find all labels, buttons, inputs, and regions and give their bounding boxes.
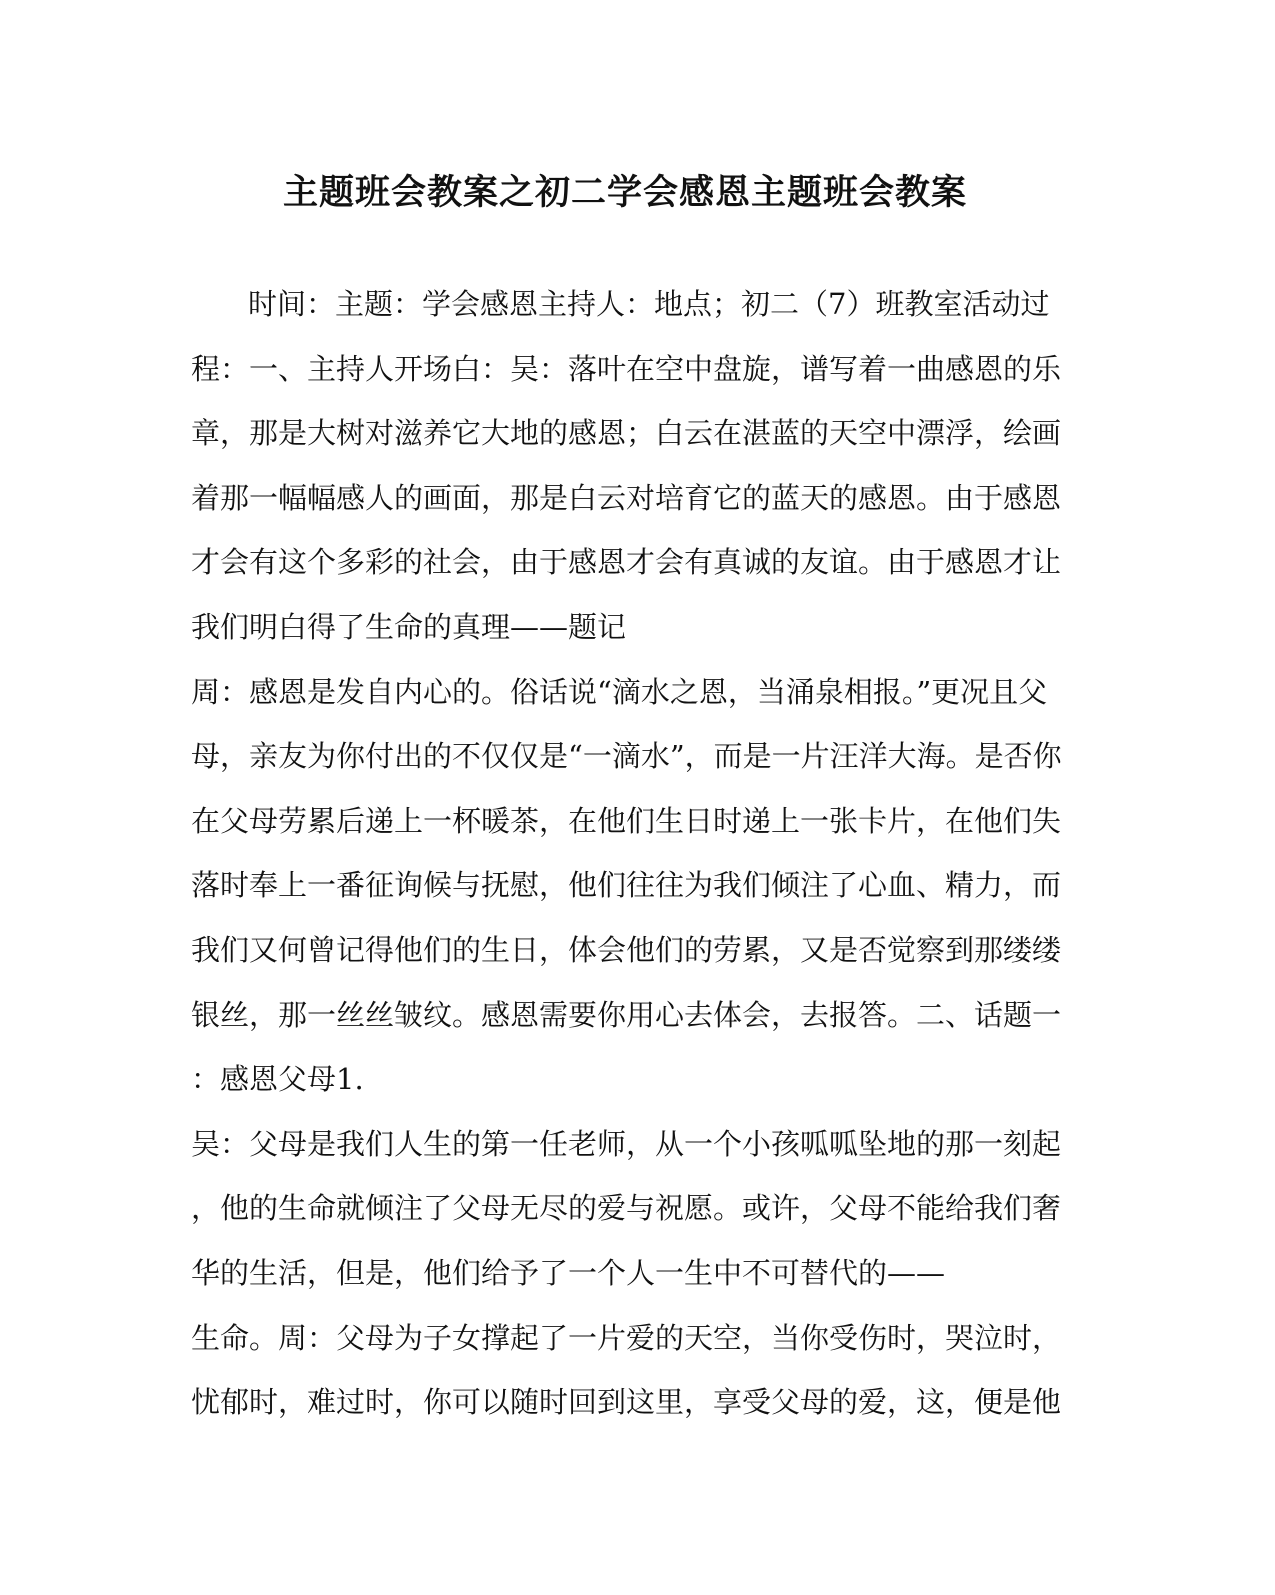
document-body	[191, 272, 1062, 1435]
text-line: 我们又何曾记得他们的生日，体会他们的劳累，又是否觉察到那缕缕	[191, 932, 1062, 967]
text-line: 母，亲友为你付出的不仅仅是“一滴水”，而是一片汪洋大海。是否你	[191, 739, 1062, 774]
text-line: 银丝，那一丝丝皱纹。感恩需要你用心去体会，去报答。二、话题一	[191, 997, 1062, 1032]
text-line: 着那一幅幅感人的画面，那是白云对培育它的蓝天的感恩。由于感恩	[191, 480, 1062, 515]
text-line: 章，那是大树对滋养它大地的感恩；白云在湛蓝的天空中漂浮，绘画	[191, 416, 1062, 451]
text-line: 程：一、主持人开场白：吴：落叶在空中盘旋，谱写着一曲感恩的乐	[191, 351, 1062, 386]
text-line: 才会有这个多彩的社会，由于感恩才会有真诚的友谊。由于感恩才让	[191, 545, 1062, 580]
text-line: ，他的生命就倾注了父母无尽的爱与祝愿。或许，父母不能给我们奢	[191, 1191, 1062, 1226]
text-line: 落时奉上一番征询候与抚慰，他们往往为我们倾注了心血、精力，而	[191, 868, 1062, 903]
text-line: 在父母劳累后递上一杯暖茶，在他们生日时递上一张卡片，在他们失	[191, 803, 1062, 838]
document-title: 主题班会教案之初二学会感恩主题班会教案	[282, 172, 967, 213]
text-line: 我们明白得了生命的真理——题记	[191, 609, 627, 644]
text-line: 周：感恩是发自内心的。俗话说“滴水之恩，当涌泉相报。”更况且父	[191, 674, 1048, 709]
text-line: ：感恩父母1.	[191, 1062, 364, 1097]
text-line: 吴：父母是我们人生的第一任老师，从一个小孩呱呱坠地的那一刻起	[191, 1126, 1062, 1161]
text-line: 时间：主题：学会感恩主持人：地点；初二（7）班教室活动过	[248, 287, 1050, 321]
text-line: 忧郁时，难过时，你可以随时回到这里，享受父母的爱，这，便是他	[191, 1385, 1062, 1420]
text-line: 华的生活，但是，他们给予了一个人一生中不可替代的——	[191, 1255, 946, 1290]
text-line: 生命。周：父母为子女撑起了一片爱的天空，当你受伤时，哭泣时，	[191, 1320, 1062, 1355]
